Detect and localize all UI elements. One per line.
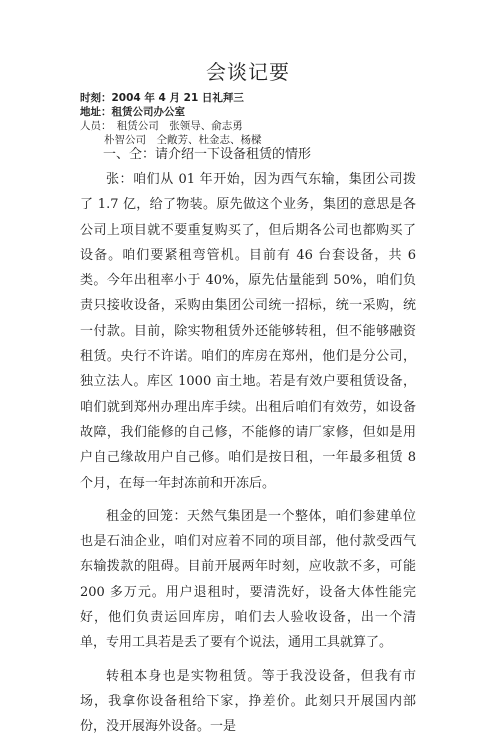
meeting-meta (80, 91, 262, 147)
meeting-location: 地址：租赁公司办公室 (80, 106, 185, 118)
page-title: 会谈记要 (206, 60, 290, 84)
paragraph: 张：咱们从 01 年开始，因为西气东输，集团公司拨了 1.7 亿，给了物装。原先做这个业务，集团的意思是各公司上项目就不要重复购买了，但后期各公司也都购买了设备。咱们要紧租弯管机。目前有 46 台套设备，共 6 类。今年出租率小于 40%，原先估量能到 50%，咱们负责只接收设备，采购由集团公司统一招标，统一采购，统一付款。目前，除实物租赁外还能够转租，但不能够融资租赁。央行不许诺。咱们的库房在郑州，他们是分公司，独立法人。库区 1000 亩土地。若是有效户要租赁设备，咱们就到郑州办理出库手续。出租后咱们有效劳，如设备故障，我们能修的自己修，不能修的请厂家修，但如是用户自己缘故用户自己修。咱们是按日租，一年最多租赁 8 个月，在每一年封冻前和开冻后。 (80, 172, 416, 491)
section-heading: 一、仝：请介绍一下设备租赁的情形 (103, 147, 312, 162)
paragraph: 租金的回笼：天然气集团是一个整体，咱们参建单位也是石油企业，咱们对应着不同的项目部，他付款受西气东输拨款的阻碍。目前开展两年时刻，应收款不多，可能 200 多万元。用户退租时，要清洗好，设备大体性能完好，他们负责运回库房，咱们去人验收设备，出一个清单，专用工具若是丢了要有个说法，通用工具就算了。 (80, 508, 416, 651)
meeting-attendees-line1: 人员： 租赁公司 张领导、俞志勇 (80, 120, 243, 132)
meeting-time: 时刻：2004 年 4 月 21 日礼拜三 (80, 92, 244, 104)
document-body (80, 167, 416, 748)
paragraph: 转租本身也是实物租赁。等于我没设备，但我有市场，我拿你设备租给下家，挣差价。此刻只开展国内部份，没开展海外设备。一是 (80, 668, 416, 735)
meeting-attendees-line2: 朴智公司 仝敞芳、杜金志、杨樑 (104, 134, 262, 146)
